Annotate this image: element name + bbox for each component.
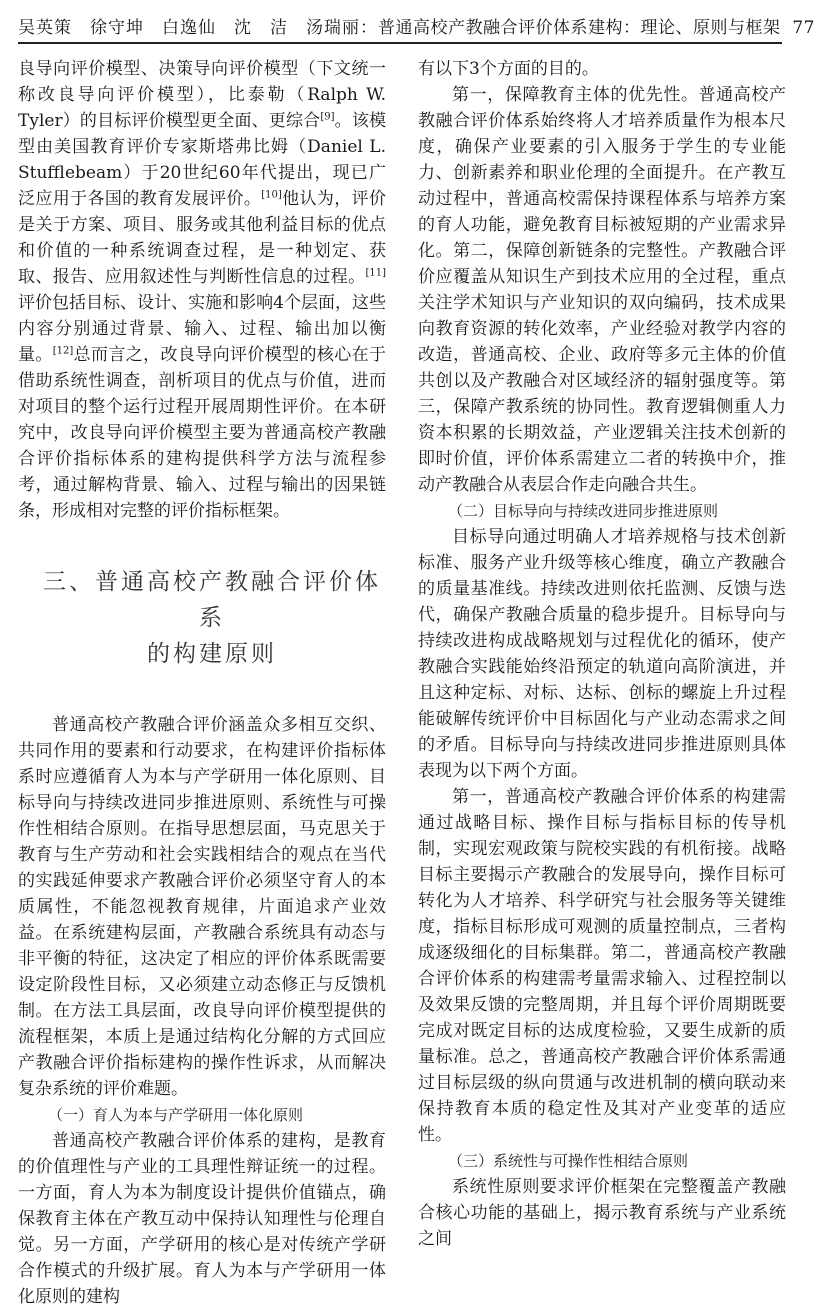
page-number: 77 [792, 17, 815, 38]
running-head-right [378, 13, 815, 38]
subsection-heading: （二）目标导向与持续改进同步推进原则 [448, 502, 719, 520]
left-column [18, 56, 386, 1310]
section-heading: 三、普通高校产教融合评价体系 的构建原则 [43, 569, 381, 667]
paragraph: 系统性原则要求评价框架在完整覆盖产教融合核心功能的基础上，揭示教育系统与产业系统之间 [418, 1177, 786, 1249]
paragraph: 第一，普通高校产教融合评价体系的构建需通过战略目标、操作目标与指标目标的传导机制，实现宏观政策与院校实践的有机衔接。战略目标主要揭示产教融合的发展导向，操作目标可转化为人才培养、科学研究与社会服务等关键维度，指标目标形成可观测的质量控制点，三者构成逐级细化的目标集群。第二，普通高校产教融合评价体系的构建需考量需求输入、过程控制以及效果反馈的完整周期，并且每个评价周期既要完成对既定目标的达成度检验，又要生成新的质量标准。总之，普通高校产教融合评价体系需通过目标层级的纵向贯通与改进机制的横向联动来保持教育本质的稳定性及其对产业变革的适应性。 [418, 787, 786, 1145]
right-column [418, 56, 786, 1252]
subsection-heading: （三）系统性与可操作性相结合原则 [448, 1152, 689, 1170]
citation-ref: [10] [261, 189, 282, 201]
citation-ref: [9] [320, 111, 335, 123]
paragraph: 目标导向通过明确人才培养规格与技术创新标准、服务产业升级等核心维度，确立产教融合的质量基准线。持续改进则依托监测、反馈与迭代，确保产教融合质量的稳步提升。目标导向与持续改进构成战略规划与过程优化的循环，使产教融合实践能始终沿预定的轨道向高阶演进，并且这种定标、对标、达标、创标的螺旋上升过程能破解传统评价中目标固化与产业动态需求之间的矛盾。目标导向与持续改进同步推进原则具体表现为以下两个方面。 [418, 527, 786, 781]
subsection-heading: （一）育人为本与产学研用一体化原则 [48, 1106, 304, 1124]
running-head-authors: 吴英策 徐守坤 白逸仙 沈 洁 汤瑞丽： [18, 17, 378, 38]
paragraph: 普通高校产教融合评价体系的建构，是教育的价值理性与产业的工具理性辩证统一的过程。一方面，育人为本为制度设计提供价值锚点，确保教育主体在产教互动中保持认知理性与伦理自觉。另一方面，产学研用的核心是对传统产学研合作模式的升级扩展。育人为本与产学研用一体化原则的建构 [18, 1131, 386, 1307]
citation-ref: [11] [365, 267, 386, 279]
paragraph-continued: 良导向评价模型、决策导向评价模型（下文统一称改良导向评价模型），比泰勒（Ralph W. Tyler）的目标评价模型更全面、更综合[9]。该模型由美国教育评价专家斯塔弗比姆（Daniel L. Stufflebeam）于20世纪60年代提出，现已广泛应用于各国的教育发展评价。[10]他认为，评价是关于方案、项目、服务或其他利益目标的优点和价值的一种系统调查过程，是一种划定、获取、报告、应用叙述性与判断性信息的过程。[11]评价包括目标、设计、实施和影响4个层面，这些内容分别通过背景、输入、过程、输出加以衡量。[12]总而言之，改良导向评价模型的核心在于借助系统性调查，剖析项目的优点与价值，进而对项目的整个运行过程开展周期性评价。在本研究中，改良导向评价模型主要为普通高校产教融合评价指标体系的建构提供科学方法与流程参考，通过解构背景、输入、过程与输出的因果链条，形成相对完整的评价指标框架。 [18, 59, 387, 521]
running-head [18, 8, 815, 44]
paragraph: 第一，保障教育主体的优先性。普通高校产教融合评价体系始终将人才培养质量作为根本尺度，确保产业要素的引入服务于学生的专业能力、创新素养和职业伦理的全面提升。在产教互动过程中，普通高校需保持课程体系与培养方案的育人功能，避免教育目标被短期的产业需求异化。第二，保障创新链条的完整性。产教融合评价应覆盖从知识生产到技术应用的全过程，重点关注学术知识与产业知识的双向编码，技术成果向教育资源的转化效率，产业经验对教学内容的改造，普通高校、企业、政府等多元主体的价值共创以及产教融合对区域经济的辐射强度等。第三，保障产教系统的协同性。教育逻辑侧重人力资本积累的长期效益，产业逻辑关注技术创新的即时价值，评价体系需建立二者的转换中介，推动产教融合从表层合作走向融合共生。 [418, 85, 786, 495]
paragraph-continued: 有以下3个方面的目的。 [418, 59, 599, 79]
paragraph: 普通高校产教融合评价涵盖众多相互交织、共同作用的要素和行动要求，在构建评价指标体系时应遵循育人为本与产学研用一体化原则、目标导向与持续改进同步推进原则、系统性与可操作性相结合原则。在指导思想层面，马克思关于教育与生产劳动和社会实践相结合的观点在当代的实践延伸要求产教融合评价必须坚守育人的本质属性，不能忽视教育规律，片面追求产业效益。在系统建构层面，产教融合系统具有动态与非平衡的特征，这决定了相应的评价体系既需要设定阶段性目标，又必须建立动态修正与反馈机制。在方法工具层面，改良导向评价模型提供的流程框架，本质上是通过结构化分解的方式回应产教融合评价指标建构的操作性诉求，从而解决复杂系统的评价难题。 [18, 715, 386, 1099]
running-head-title: 普通高校产教融合评价体系建构：理论、原则与框架 [378, 17, 781, 38]
citation-ref: [12] [52, 345, 74, 357]
